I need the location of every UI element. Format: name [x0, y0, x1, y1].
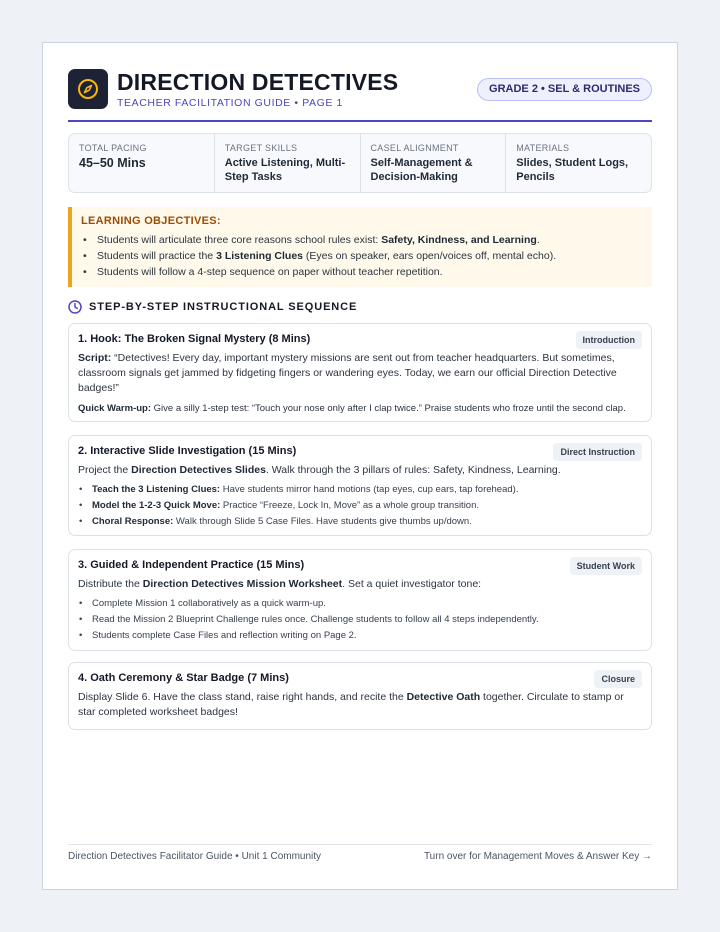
- list-item: • Complete Mission 1 collaboratively as a quick warm-up.: [78, 596, 642, 612]
- step-tag: Introduction: [576, 331, 643, 349]
- step-card-closure: [68, 662, 652, 730]
- info-pacing: [69, 134, 214, 192]
- info-skills: [214, 134, 360, 192]
- footer-divider: [68, 844, 652, 845]
- card-intro: Project the Direction Detectives Slides. Walk through the 3 pillars of rules: Safety, Kindness, Learning.: [78, 464, 561, 476]
- clock-icon: [68, 300, 82, 314]
- info-strip: [68, 133, 652, 193]
- card-intro: Distribute the Direction Detectives Mission Worksheet. Set a quiet investigator tone:: [78, 578, 482, 590]
- info-value: Slides, Student Logs, Pencils: [516, 157, 629, 183]
- info-value: Self-Management & Decision-Making: [370, 157, 473, 183]
- card-list: [78, 482, 642, 530]
- card-intro: Display Slide 6. Have the class stand, raise right hands, and recite the Detective Oath together. Circulate to stamp or star completed worksheet badges!: [78, 691, 624, 718]
- compass-icon: [75, 76, 101, 102]
- sequence-title: STEP-BY-STEP INSTRUCTIONAL SEQUENCE: [89, 301, 358, 313]
- footer-right: Turn over for Management Moves & Answer Key →: [423, 851, 652, 862]
- list-item: • Students will articulate three core reasons school rules exist: Safety, Kindness, and Learning.: [81, 232, 642, 248]
- page-subtitle: TEACHER FACILITATION GUIDE • PAGE 1: [117, 97, 343, 109]
- objectives-list: [81, 232, 642, 280]
- guide-page: [42, 42, 678, 890]
- step-tag: Student Work: [570, 557, 642, 575]
- info-value: Active Listening, Multi-Step Tasks: [224, 157, 346, 183]
- header-divider: [68, 120, 652, 122]
- card-list: [78, 596, 642, 644]
- footer-left: Direction Detectives Facilitator Guide • Unit 1 Community: [68, 851, 322, 862]
- page-title: DIRECTION DETECTIVES: [117, 69, 399, 95]
- info-value: 45–50 Mins: [79, 156, 146, 170]
- grade-badge: GRADE 2 • SEL & ROUTINES: [477, 78, 652, 101]
- info-label: MATERIALS: [516, 143, 570, 153]
- info-label: CASEL ALIGNMENT: [370, 143, 459, 153]
- info-casel: [360, 134, 506, 192]
- card-title: 4. Oath Ceremony & Star Badge (7 Mins): [78, 672, 289, 684]
- list-item: • Read the Mission 2 Blueprint Challenge rules once. Challenge students to follow all 4 steps independently.: [78, 612, 642, 628]
- card-script: Script: “Detectives! Every day, important mystery missions are sent out from teacher headquarters. But sometimes, classroom signals get jammed by fidgeting fingers or wandering eyes. Today, we earn our official Direction Detective badges!”: [78, 352, 617, 394]
- header: [68, 69, 652, 123]
- step-tag: Direct Instruction: [553, 443, 642, 461]
- card-warmup: Quick Warm-up: Give a silly 1-step test: “Touch your nose only after I clap twice.” Praise students who froze until the second clap.: [78, 403, 626, 414]
- step-tag: Closure: [594, 670, 642, 688]
- list-item: • Students will follow a 4-step sequence on paper without teacher repetition.: [81, 264, 642, 280]
- info-materials: [505, 134, 651, 192]
- list-item: • Students complete Case Files and reflection writing on Page 2.: [78, 628, 642, 644]
- list-item: • Choral Response: Walk through Slide 5 Case Files. Have students give thumbs up/down.: [78, 514, 642, 530]
- learning-objectives: [68, 207, 652, 287]
- step-card-practice: [68, 549, 652, 651]
- info-label: TOTAL PACING: [79, 143, 147, 153]
- info-label: TARGET SKILLS: [224, 143, 298, 153]
- card-title: 1. Hook: The Broken Signal Mystery (8 Mins): [78, 333, 311, 345]
- list-item: • Teach the 3 Listening Clues: Have students mirror hand motions (tap eyes, cup ears, tap forehead).: [78, 482, 642, 498]
- step-card-hook: [68, 323, 652, 422]
- card-title: 2. Interactive Slide Investigation (15 Mins): [78, 445, 297, 457]
- logo: [68, 69, 108, 109]
- list-item: • Students will practice the 3 Listening Clues (Eyes on speaker, ears open/voices off, mental echo).: [81, 248, 642, 264]
- step-card-slides: [68, 435, 652, 536]
- list-item: • Model the 1-2-3 Quick Move: Practice “Freeze, Lock In, Move” as a whole group transition.: [78, 498, 642, 514]
- objectives-heading: LEARNING OBJECTIVES:: [81, 215, 221, 227]
- card-title: 3. Guided & Independent Practice (15 Mins): [78, 559, 305, 571]
